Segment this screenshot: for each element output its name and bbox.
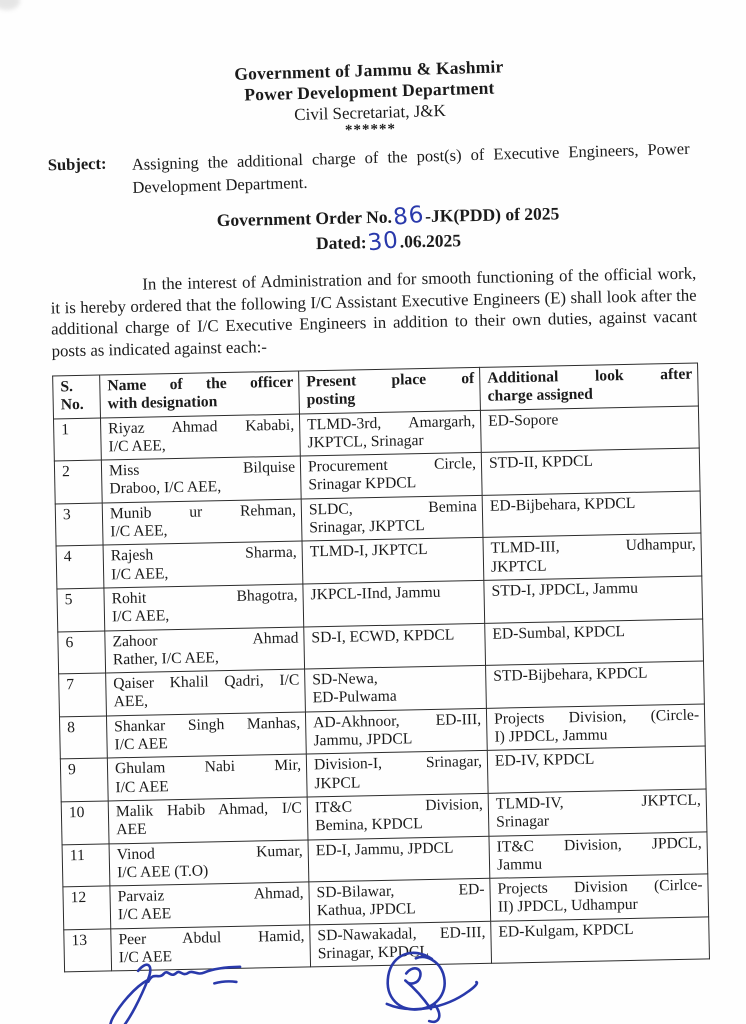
posting-cell: SLDC, Bemina Srinagar, JKPTCL xyxy=(301,495,483,541)
charge-cell: ED-Sopore xyxy=(480,406,699,453)
order-prefix: Government Order No. xyxy=(216,206,393,231)
sno-cell: 3 xyxy=(55,503,103,547)
posting-cell: SD-Nawakadal, ED-III, Srinagar, KPDCL xyxy=(310,921,492,967)
sno-cell: 1 xyxy=(54,418,102,462)
government-title: Government of Jammu & Kashmir xyxy=(233,56,504,84)
charge-cell: Projects Division, (Circle- I) JPDCL, Jammu xyxy=(486,704,705,751)
sno-cell: 2 xyxy=(54,460,102,504)
name-cell: Rajesh Sharma, I/C AEE, xyxy=(103,541,303,588)
posting-cell: AD-Akhnoor, ED-III, Jammu, JPDCL xyxy=(305,708,487,754)
sno-cell: 7 xyxy=(59,673,107,717)
sno-cell: 12 xyxy=(63,886,111,930)
charge-cell: IT&C Division, JPDCL, Jammu xyxy=(489,831,708,878)
sno-cell: 10 xyxy=(61,801,109,845)
order-body-paragraph: In the interest of Administration and for smooth functioning of the official work, it is hereby ordered that the following I/C Assistant Executive Engineers (E) shall look after the additional charge of I/C Executive Engineers in addition to their own duties, against vacant posts as indicated against each:- xyxy=(50,263,698,360)
department-title: Power Development Department xyxy=(244,77,495,105)
handwritten-order-number: 86 xyxy=(391,201,426,231)
charge-cell: ED-Bijbehara, KPDCL xyxy=(482,491,701,538)
charge-cell: Projects Division (Cirlce- II) JPDCL, Udhampur xyxy=(490,874,709,921)
name-cell: Peer Abdul Hamid, I/C AEE xyxy=(111,925,311,972)
name-cell: Munib ur Rehman, I/C AEE, xyxy=(102,499,302,546)
column-header: Present place of posting xyxy=(299,367,481,413)
subject-label: Subject: xyxy=(47,153,107,175)
subject-block xyxy=(48,137,695,202)
signature-left xyxy=(102,955,274,1024)
document-sheet xyxy=(45,0,712,1024)
name-cell: Rohit Bhagotra, I/C AEE, xyxy=(104,584,304,631)
date-label: Dated: xyxy=(315,232,367,254)
column-header: Additional look after charge assigned xyxy=(480,363,699,410)
date-rest: .06.2025 xyxy=(399,230,462,252)
charge-cell: ED-Sumbal, KPDCL xyxy=(485,619,704,666)
charge-cell: STD-II, KPDCL xyxy=(481,448,700,495)
sno-cell: 6 xyxy=(58,631,106,675)
signature-right xyxy=(352,942,504,1024)
handwritten-date-day: 30 xyxy=(366,227,401,257)
posting-cell: JKPCL-IInd, Jammu xyxy=(303,580,485,626)
posting-cell: SD-Newa, ED-Pulwama xyxy=(305,666,487,712)
name-cell: Vinod Kumar, I/C AEE (T.O) xyxy=(109,839,309,886)
sno-cell: 8 xyxy=(59,716,107,760)
sno-cell: 9 xyxy=(60,758,108,802)
sno-cell: 5 xyxy=(57,588,105,632)
sno-cell: 13 xyxy=(64,929,112,973)
posting-cell: SD-I, ECWD, KPDCL xyxy=(304,623,486,669)
name-cell: Shankar Singh Manhas, I/C AEE xyxy=(106,712,306,759)
charge-cell: STD-Bijbehara, KPDCL xyxy=(486,661,705,708)
column-header: S. No. xyxy=(53,375,101,419)
secretariat-line: Civil Secretariat, J&K xyxy=(294,100,447,125)
name-cell: Ghulam Nabi Mir, I/C AEE xyxy=(107,754,307,801)
name-cell: Miss Bilquise Draboo, I/C AEE, xyxy=(101,456,301,503)
name-cell: Qaiser Khalil Qadri, I/C AEE, xyxy=(106,669,306,716)
name-cell: Zahoor Ahmad Rather, I/C AEE, xyxy=(105,627,305,674)
sno-cell: 4 xyxy=(56,545,104,589)
officers-table xyxy=(52,363,710,973)
charge-cell: STD-I, JPDCL, Jammu xyxy=(484,576,703,623)
charge-cell: TLMD-IV, JKPTCL, Srinagar xyxy=(488,789,707,836)
posting-cell: TLMD-I, JKPTCL xyxy=(302,538,484,584)
charge-cell: TLMD-III, Udhampur, JKPTCL xyxy=(483,533,702,580)
name-cell: Malik Habib Ahmad, I/C AEE xyxy=(108,797,308,844)
signature-area xyxy=(64,960,711,1024)
posting-cell: SD-Bilawar, ED- Kathua, JPDCL xyxy=(309,878,491,924)
divider-stars: ****** xyxy=(344,121,397,139)
charge-cell: ED-Kulgam, KPDCL xyxy=(491,917,710,964)
posting-cell: ED-I, Jammu, JPDCL xyxy=(308,836,490,882)
letterhead xyxy=(46,51,694,146)
posting-cell: IT&C Division, Bemina, KPDCL xyxy=(307,793,489,839)
name-cell: Riyaz Ahmad Kababi, I/C AEE, xyxy=(100,414,300,461)
order-number-block xyxy=(65,197,712,260)
posting-cell: Division-I, Srinagar, JKPCL xyxy=(306,751,488,797)
charge-cell: ED-IV, KPDCL xyxy=(487,746,706,793)
posting-cell: TLMD-3rd, Amargarh, JKPTCL, Srinagar xyxy=(299,410,481,456)
order-suffix: -JK(PDD) of 2025 xyxy=(424,203,560,226)
column-header: Name of the officer with designation xyxy=(100,371,300,418)
name-cell: Parvaiz Ahmad, I/C AEE xyxy=(110,882,310,929)
subject-text: Assigning the additional charge of the post(s) of Executive Engineers, Power Development Department. xyxy=(131,138,690,197)
posting-cell: Procurement Circle, Srinagar KPDCL xyxy=(300,453,482,499)
scan-smudge xyxy=(0,0,20,10)
sno-cell: 11 xyxy=(62,843,110,887)
